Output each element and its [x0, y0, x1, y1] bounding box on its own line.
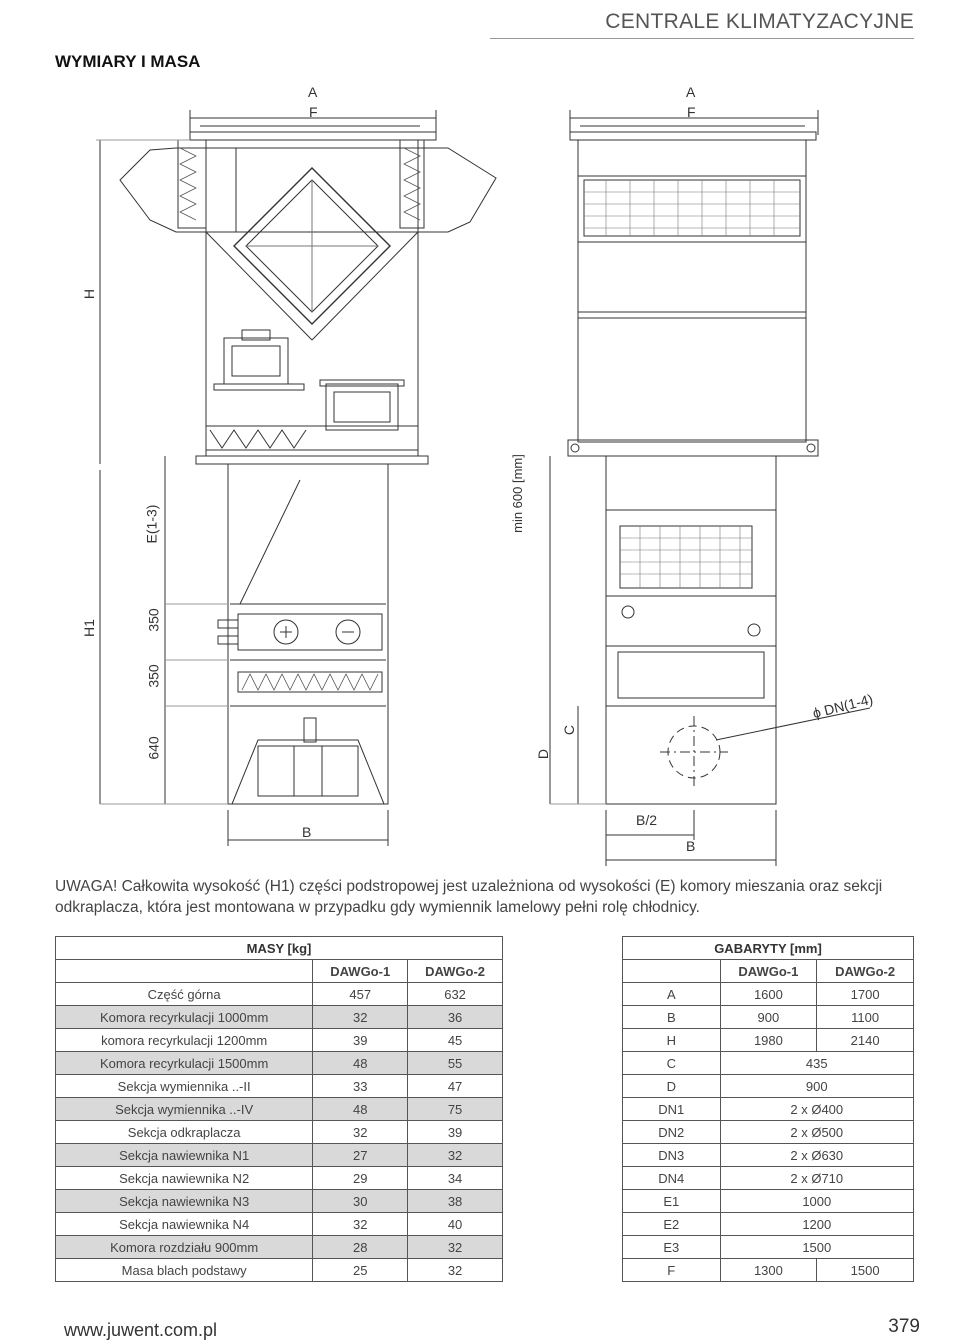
drawing-label-b-right: B	[686, 838, 696, 854]
table-row	[623, 1052, 914, 1075]
drawing-label-f-left: F	[309, 104, 318, 120]
table-row	[56, 983, 503, 1006]
table-row	[56, 1006, 503, 1029]
dimensions-header-blank	[623, 960, 721, 983]
row-value: 33	[313, 1075, 408, 1098]
row-value: 32	[313, 1006, 408, 1029]
drawing-label-h: H	[81, 288, 98, 300]
drawing-label-b-half: B/2	[636, 812, 658, 828]
row-label: Sekcja nawiewnika N3	[56, 1190, 313, 1213]
drawing-label-min600: min 600 [mm]	[509, 454, 525, 533]
table-row	[56, 1029, 503, 1052]
row-label: Sekcja wymiennika ..-IV	[56, 1098, 313, 1121]
right-view	[550, 110, 870, 866]
page-number: 379	[888, 1316, 920, 1337]
row-label: DN4	[623, 1167, 721, 1190]
row-value: 1600	[720, 983, 817, 1006]
footer-url[interactable]: www.juwent.com.pl	[64, 1320, 218, 1340]
row-label: Sekcja nawiewnika N2	[56, 1167, 313, 1190]
drawing-label-d: D	[535, 748, 552, 760]
table-row	[56, 1098, 503, 1121]
row-value: 457	[313, 983, 408, 1006]
table-row	[56, 1236, 503, 1259]
masses-header-blank	[56, 960, 313, 983]
row-value: 2 x Ø400	[720, 1098, 913, 1121]
dimensions-title: GABARYTY [mm]	[623, 937, 914, 960]
row-label: Komora rozdziału 900mm	[56, 1236, 313, 1259]
drawing-label-a-left: A	[308, 84, 318, 100]
row-value: 632	[408, 983, 503, 1006]
row-label: DN3	[623, 1144, 721, 1167]
drawing-label-e13: E(1-3)	[143, 504, 160, 544]
table-row	[56, 1259, 503, 1282]
row-label: Komora recyrkulacji 1500mm	[56, 1052, 313, 1075]
dimensions-col-2: DAWGo-2	[817, 960, 914, 983]
table-row	[56, 1167, 503, 1190]
row-label: Sekcja odkraplacza	[56, 1121, 313, 1144]
row-value: 32	[408, 1236, 503, 1259]
row-label: A	[623, 983, 721, 1006]
row-value: 2 x Ø630	[720, 1144, 913, 1167]
row-value: 1500	[817, 1259, 914, 1282]
dimensions-col-1: DAWGo-1	[720, 960, 817, 983]
row-label: E1	[623, 1190, 721, 1213]
drawing-label-b-left: B	[302, 824, 312, 840]
drawing-label-c: C	[561, 724, 578, 736]
header-divider	[490, 38, 914, 39]
row-value: 1100	[817, 1006, 914, 1029]
row-value: 900	[720, 1075, 913, 1098]
row-value: 36	[408, 1006, 503, 1029]
row-label: D	[623, 1075, 721, 1098]
masses-col-1: DAWGo-1	[313, 960, 408, 983]
row-value: 32	[313, 1213, 408, 1236]
table-row	[623, 1190, 914, 1213]
note-text: UWAGA! Całkowita wysokość (H1) części podstropowej jest uzależniona od wysokości (E) komory mieszania oraz sekcji odkraplacza, która jest montowana w przypadku gdy wymiennik lamelowy pełni rolę chłodnicy.	[55, 878, 883, 916]
row-value: 40	[408, 1213, 503, 1236]
table-row	[56, 1190, 503, 1213]
row-value: 32	[408, 1259, 503, 1282]
table-row	[623, 1213, 914, 1236]
row-label: Komora recyrkulacji 1000mm	[56, 1006, 313, 1029]
row-value: 34	[408, 1167, 503, 1190]
row-value: 27	[313, 1144, 408, 1167]
masses-col-2: DAWGo-2	[408, 960, 503, 983]
masses-table	[55, 936, 503, 1282]
table-row	[623, 1098, 914, 1121]
drawing-label-h1: H1	[80, 619, 97, 637]
table-row	[56, 1052, 503, 1075]
drawing-label-dn: ϕ DN(1-4)	[810, 690, 875, 722]
drawing-label-350-upper: 350	[145, 608, 162, 632]
drawing-label-350-lower: 350	[145, 664, 162, 688]
row-label: E3	[623, 1236, 721, 1259]
row-value: 29	[313, 1167, 408, 1190]
table-row	[623, 1259, 914, 1282]
row-label: Sekcja wymiennika ..-II	[56, 1075, 313, 1098]
row-value: 55	[408, 1052, 503, 1075]
row-value: 47	[408, 1075, 503, 1098]
row-value: 1980	[720, 1029, 817, 1052]
drawing-label-f-right: F	[687, 104, 696, 120]
row-value: 48	[313, 1052, 408, 1075]
row-value: 75	[408, 1098, 503, 1121]
row-value: 1700	[817, 983, 914, 1006]
row-value: 1500	[720, 1236, 913, 1259]
row-value: 2 x Ø710	[720, 1167, 913, 1190]
table-row	[623, 1029, 914, 1052]
table-row	[623, 983, 914, 1006]
table-row	[56, 1144, 503, 1167]
table-row	[623, 1075, 914, 1098]
header-title: CENTRALE KLIMATYZACYJNE	[605, 10, 914, 33]
table-row	[56, 1075, 503, 1098]
row-label: Sekcja nawiewnika N1	[56, 1144, 313, 1167]
section-title: WYMIARY I MASA	[55, 52, 201, 71]
row-label: Część górna	[56, 983, 313, 1006]
row-label: DN1	[623, 1098, 721, 1121]
row-label: DN2	[623, 1121, 721, 1144]
row-label: B	[623, 1006, 721, 1029]
row-label: Sekcja nawiewnika N4	[56, 1213, 313, 1236]
row-value: 25	[313, 1259, 408, 1282]
table-row	[56, 1121, 503, 1144]
row-value: 48	[313, 1098, 408, 1121]
row-value: 2140	[817, 1029, 914, 1052]
row-value: 28	[313, 1236, 408, 1259]
masses-title: MASY [kg]	[56, 937, 503, 960]
drawing-label-a-right: A	[686, 84, 696, 100]
row-value: 1000	[720, 1190, 913, 1213]
table-row	[623, 1236, 914, 1259]
table-row	[623, 1144, 914, 1167]
drawing-label-640: 640	[145, 736, 162, 760]
row-label: H	[623, 1029, 721, 1052]
table-row	[56, 1213, 503, 1236]
row-value: 30	[313, 1190, 408, 1213]
row-value: 39	[408, 1121, 503, 1144]
table-row	[623, 1167, 914, 1190]
row-value: 900	[720, 1006, 817, 1029]
row-label: F	[623, 1259, 721, 1282]
row-label: komora recyrkulacji 1200mm	[56, 1029, 313, 1052]
row-value: 1200	[720, 1213, 913, 1236]
row-value: 39	[313, 1029, 408, 1052]
row-value: 45	[408, 1029, 503, 1052]
row-label: Masa blach podstawy	[56, 1259, 313, 1282]
row-value: 1300	[720, 1259, 817, 1282]
row-value: 32	[313, 1121, 408, 1144]
table-row	[623, 1006, 914, 1029]
row-value: 38	[408, 1190, 503, 1213]
row-value: 32	[408, 1144, 503, 1167]
row-label: E2	[623, 1213, 721, 1236]
technical-drawing	[0, 70, 960, 870]
dimensions-table	[622, 936, 914, 1282]
row-value: 2 x Ø500	[720, 1121, 913, 1144]
row-label: C	[623, 1052, 721, 1075]
table-row	[623, 1121, 914, 1144]
row-value: 435	[720, 1052, 913, 1075]
